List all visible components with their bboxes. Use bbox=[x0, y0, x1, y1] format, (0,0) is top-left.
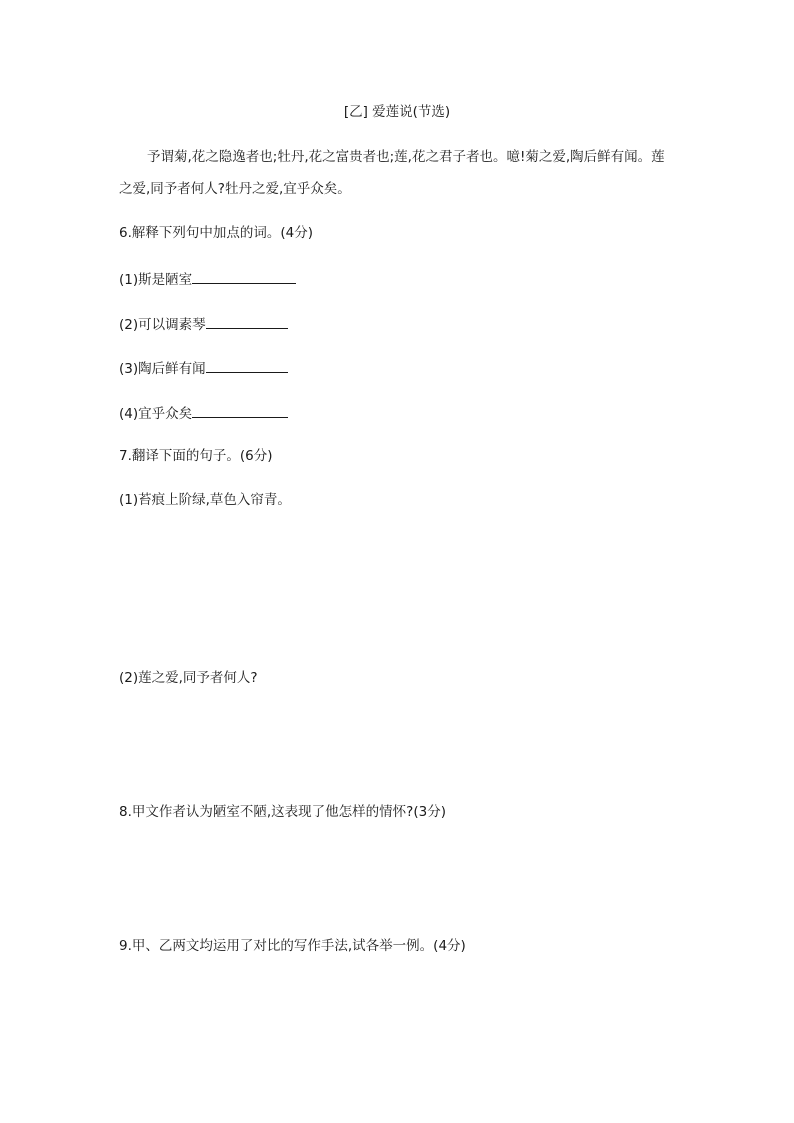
question-6-item-3-text: (3)陶后鲜有闻 bbox=[119, 361, 206, 377]
question-6-item-4-text: (4)宜乎众矣 bbox=[119, 406, 193, 422]
question-6-item-1 bbox=[119, 269, 296, 289]
answer-blank-1[interactable] bbox=[192, 269, 296, 284]
question-8-stem: 8.甲文作者认为陋室不陋,这表现了他怎样的情怀?(3分) bbox=[119, 804, 446, 820]
question-7-item-1: (1)苔痕上阶绿,草色入帘青。 bbox=[119, 492, 291, 508]
question-6-item-1-text: (1)斯是陋室 bbox=[119, 272, 193, 288]
answer-blank-3[interactable] bbox=[206, 358, 288, 373]
question-6-item-2-text: (2)可以调素琴 bbox=[119, 317, 206, 333]
passage-paragraph-line-1: 予谓菊,花之隐逸者也;牡丹,花之富贵者也;莲,花之君子者也。噫!菊之爱,陶后鲜有闻。莲 bbox=[147, 149, 665, 165]
passage-paragraph-line-2: 之爱,同予者何人?牡丹之爱,宜乎众矣。 bbox=[119, 181, 351, 197]
question-9-stem: 9.甲、乙两文均运用了对比的写作手法,试各举一例。(4分) bbox=[119, 938, 466, 954]
question-6-item-4 bbox=[119, 403, 288, 423]
question-7-item-2: (2)莲之爱,同予者何人? bbox=[119, 670, 258, 686]
question-6-stem: 6.解释下列句中加点的词。(4分) bbox=[119, 225, 314, 241]
question-6-item-2 bbox=[119, 314, 288, 334]
passage-title: [乙] 爱莲说(节选) bbox=[343, 104, 451, 120]
question-6-item-3 bbox=[119, 358, 288, 378]
answer-blank-4[interactable] bbox=[192, 403, 288, 418]
answer-blank-2[interactable] bbox=[206, 314, 288, 329]
question-7-stem: 7.翻译下面的句子。(6分) bbox=[119, 448, 273, 464]
